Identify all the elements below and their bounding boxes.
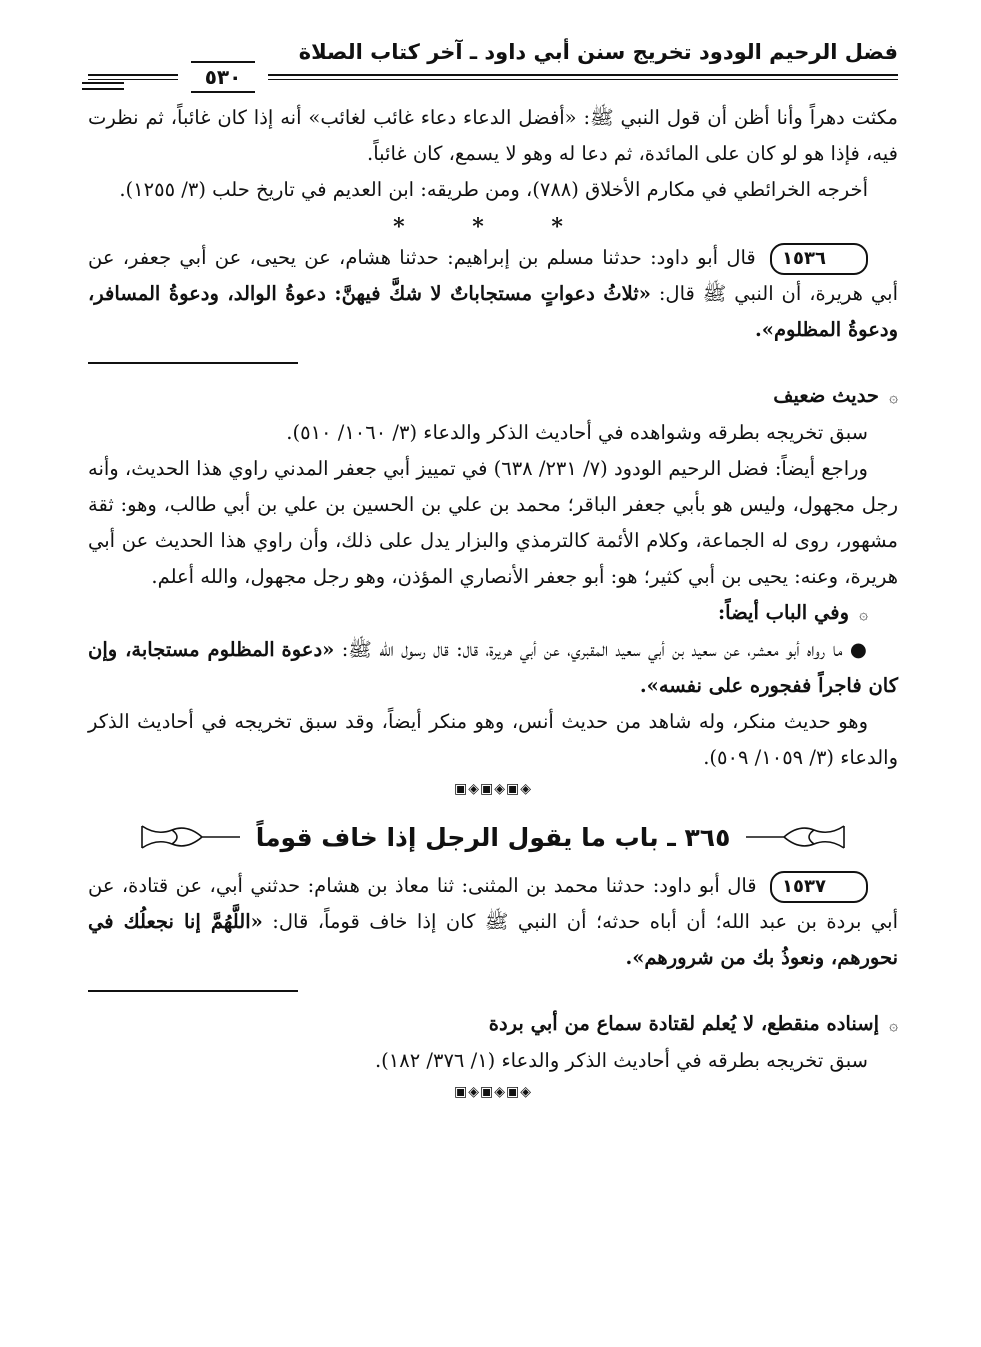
bab-line <box>88 595 898 632</box>
header-left-lines <box>82 82 124 84</box>
footnote-separator-2 <box>88 990 298 992</box>
hadith-1537-isnad: قال أبو داود: حدثنا محمد بن المثنى: ثنا معاذ بن هشام: حدثني أبي، عن قتادة، عن أبي بردة بن عبد الله؛ أن أباه حدثه؛ أن النبي ﷺ كان إذا خاف قوماً، قال: <box>88 874 898 933</box>
commentary-1536-p2: وراجع أيضاً: فضل الرحيم الودود (٧/ ٢٣١/ ٦٣٨) في تمييز أبي جعفر المدني راوي هذا الحديث، وأنه رجل مجهول، وليس هو بأبي جعفر الباقر؛ محمد بن علي بن الحسين بن علي بن أبي طالب، وهو: ثقة مشهور، روى له الجماعة، وكلام الأئمة كالترمذي والبزار يدل على ذلك، وأن راوي هذا الحديث عن أبي هريرة، وعنه: يحيى بن أبي كثير؛ هو: أبو جعفر الأنصاري المؤذن، وهو رجل مجهول، والله أعلم. <box>88 457 898 588</box>
hadith-1536 <box>88 240 898 348</box>
commentary-1537-p1: سبق تخريجه بطرقه في أحاديث الذكر والدعاء (١/ ٣٧٦/ ١٨٢). <box>374 1049 868 1072</box>
grade-line-1536 <box>88 378 898 415</box>
running-header <box>88 30 898 100</box>
intro-paragraph-2: أخرجه الخرائطي في مكارم الأخلاق (٧٨٨)، ومن طريقه: ابن العديم في تاريخ حلب (٣/ ١٢٥٥). <box>119 178 868 201</box>
hadith-number-1537: ١٥٣٧ <box>770 871 868 903</box>
ornament-divider-2: ◈▣◈▣◈▣ <box>454 1084 532 1100</box>
hadith-grade-2: إسناده منقطع، لا يُعلم لقتادة سماع من أبي بردة <box>488 1012 879 1035</box>
page-number: ٥٣٠ <box>191 61 256 93</box>
hadith-1536-isnad: قال أبو داود: حدثنا مسلم بن إبراهيم: حدثنا هشام، عن يحيى، عن أبي جعفر، عن أبي هريرة، أن النبي ﷺ قال: <box>88 246 898 305</box>
flower-icon: ۞ <box>859 605 868 623</box>
intro-paragraph-1: مكثت دهراً وأنا أظن أن قول النبي ﷺ: «أفضل الدعاء دعاء غائب لغائب» أنه إذا كان غائباً، ثم نظرت فيه، فإذا هو لو كان على المائدة، ثم دعا له وهو لا يسمع، كان غائباً. <box>88 106 898 165</box>
section-stars: * * * <box>393 214 593 240</box>
commentary-1536-p4: وهو حديث منكر، وله شاهد من حديث أنس، وهو منكر أيضاً، وقد سبق تخريجه في أحاديث الذكر والدعاء (٣/ ١٠٥٩/ ٥٠٩). <box>88 710 898 769</box>
document-page <box>88 30 898 1105</box>
hadith-1537-matn: «اللَّهُمَّ إنا نجعلُك في نحورهم، ونعوذُ بك من شرورهم». <box>88 910 898 969</box>
ornament-divider: ◈▣◈▣◈▣ <box>454 781 532 797</box>
hadith-grade: حديث ضعيف <box>773 384 879 407</box>
ring-icon-2: ۞ <box>889 1016 898 1034</box>
hadith-1537 <box>88 868 898 976</box>
chapter-heading <box>88 814 898 860</box>
footnote-separator <box>88 362 298 364</box>
commentary-1536-p1: سبق تخريجه بطرقه وشواهده في أحاديث الذكر والدعاء (٣/ ١٠٦٠/ ٥١٠). <box>286 421 868 444</box>
ring-icon: ۞ <box>889 388 898 406</box>
flourish-right-icon <box>744 822 854 852</box>
commentary-1536-p3-prefix: ● ما رواه أبو معشر، عن سعيد بن أبي سعيد المقبري، عن أبي هريرة، قال: قال رسول الله ﷺ: <box>341 638 868 661</box>
flourish-left-icon <box>132 822 242 852</box>
header-title: فضل الرحيم الودود تخريج سنن أبي داود ـ آخر كتاب الصلاة <box>298 40 898 64</box>
hadith-number-1536: ١٥٣٦ <box>770 243 868 275</box>
commentary-1536-p3-matn: «دعوة المظلوم مستجابة، وإن كان فاجراً ففجوره على نفسه». <box>88 638 898 697</box>
commentary-1536-p3 <box>88 632 898 704</box>
hadith-1536-matn: «ثلاثُ دعواتٍ مستجاباتٌ لا شكَّ فيهنَّ: دعوةُ الوالد، ودعوةُ المسافر، ودعوةُ المظلوم». <box>88 282 898 341</box>
chapter-title: ٣٦٥ ـ باب ما يقول الرجل إذا خاف قوماً <box>255 822 731 852</box>
page-number-badge <box>178 60 268 94</box>
bab-label: وفي الباب أيضاً: <box>717 601 849 624</box>
grade-line-1537 <box>88 1006 898 1043</box>
